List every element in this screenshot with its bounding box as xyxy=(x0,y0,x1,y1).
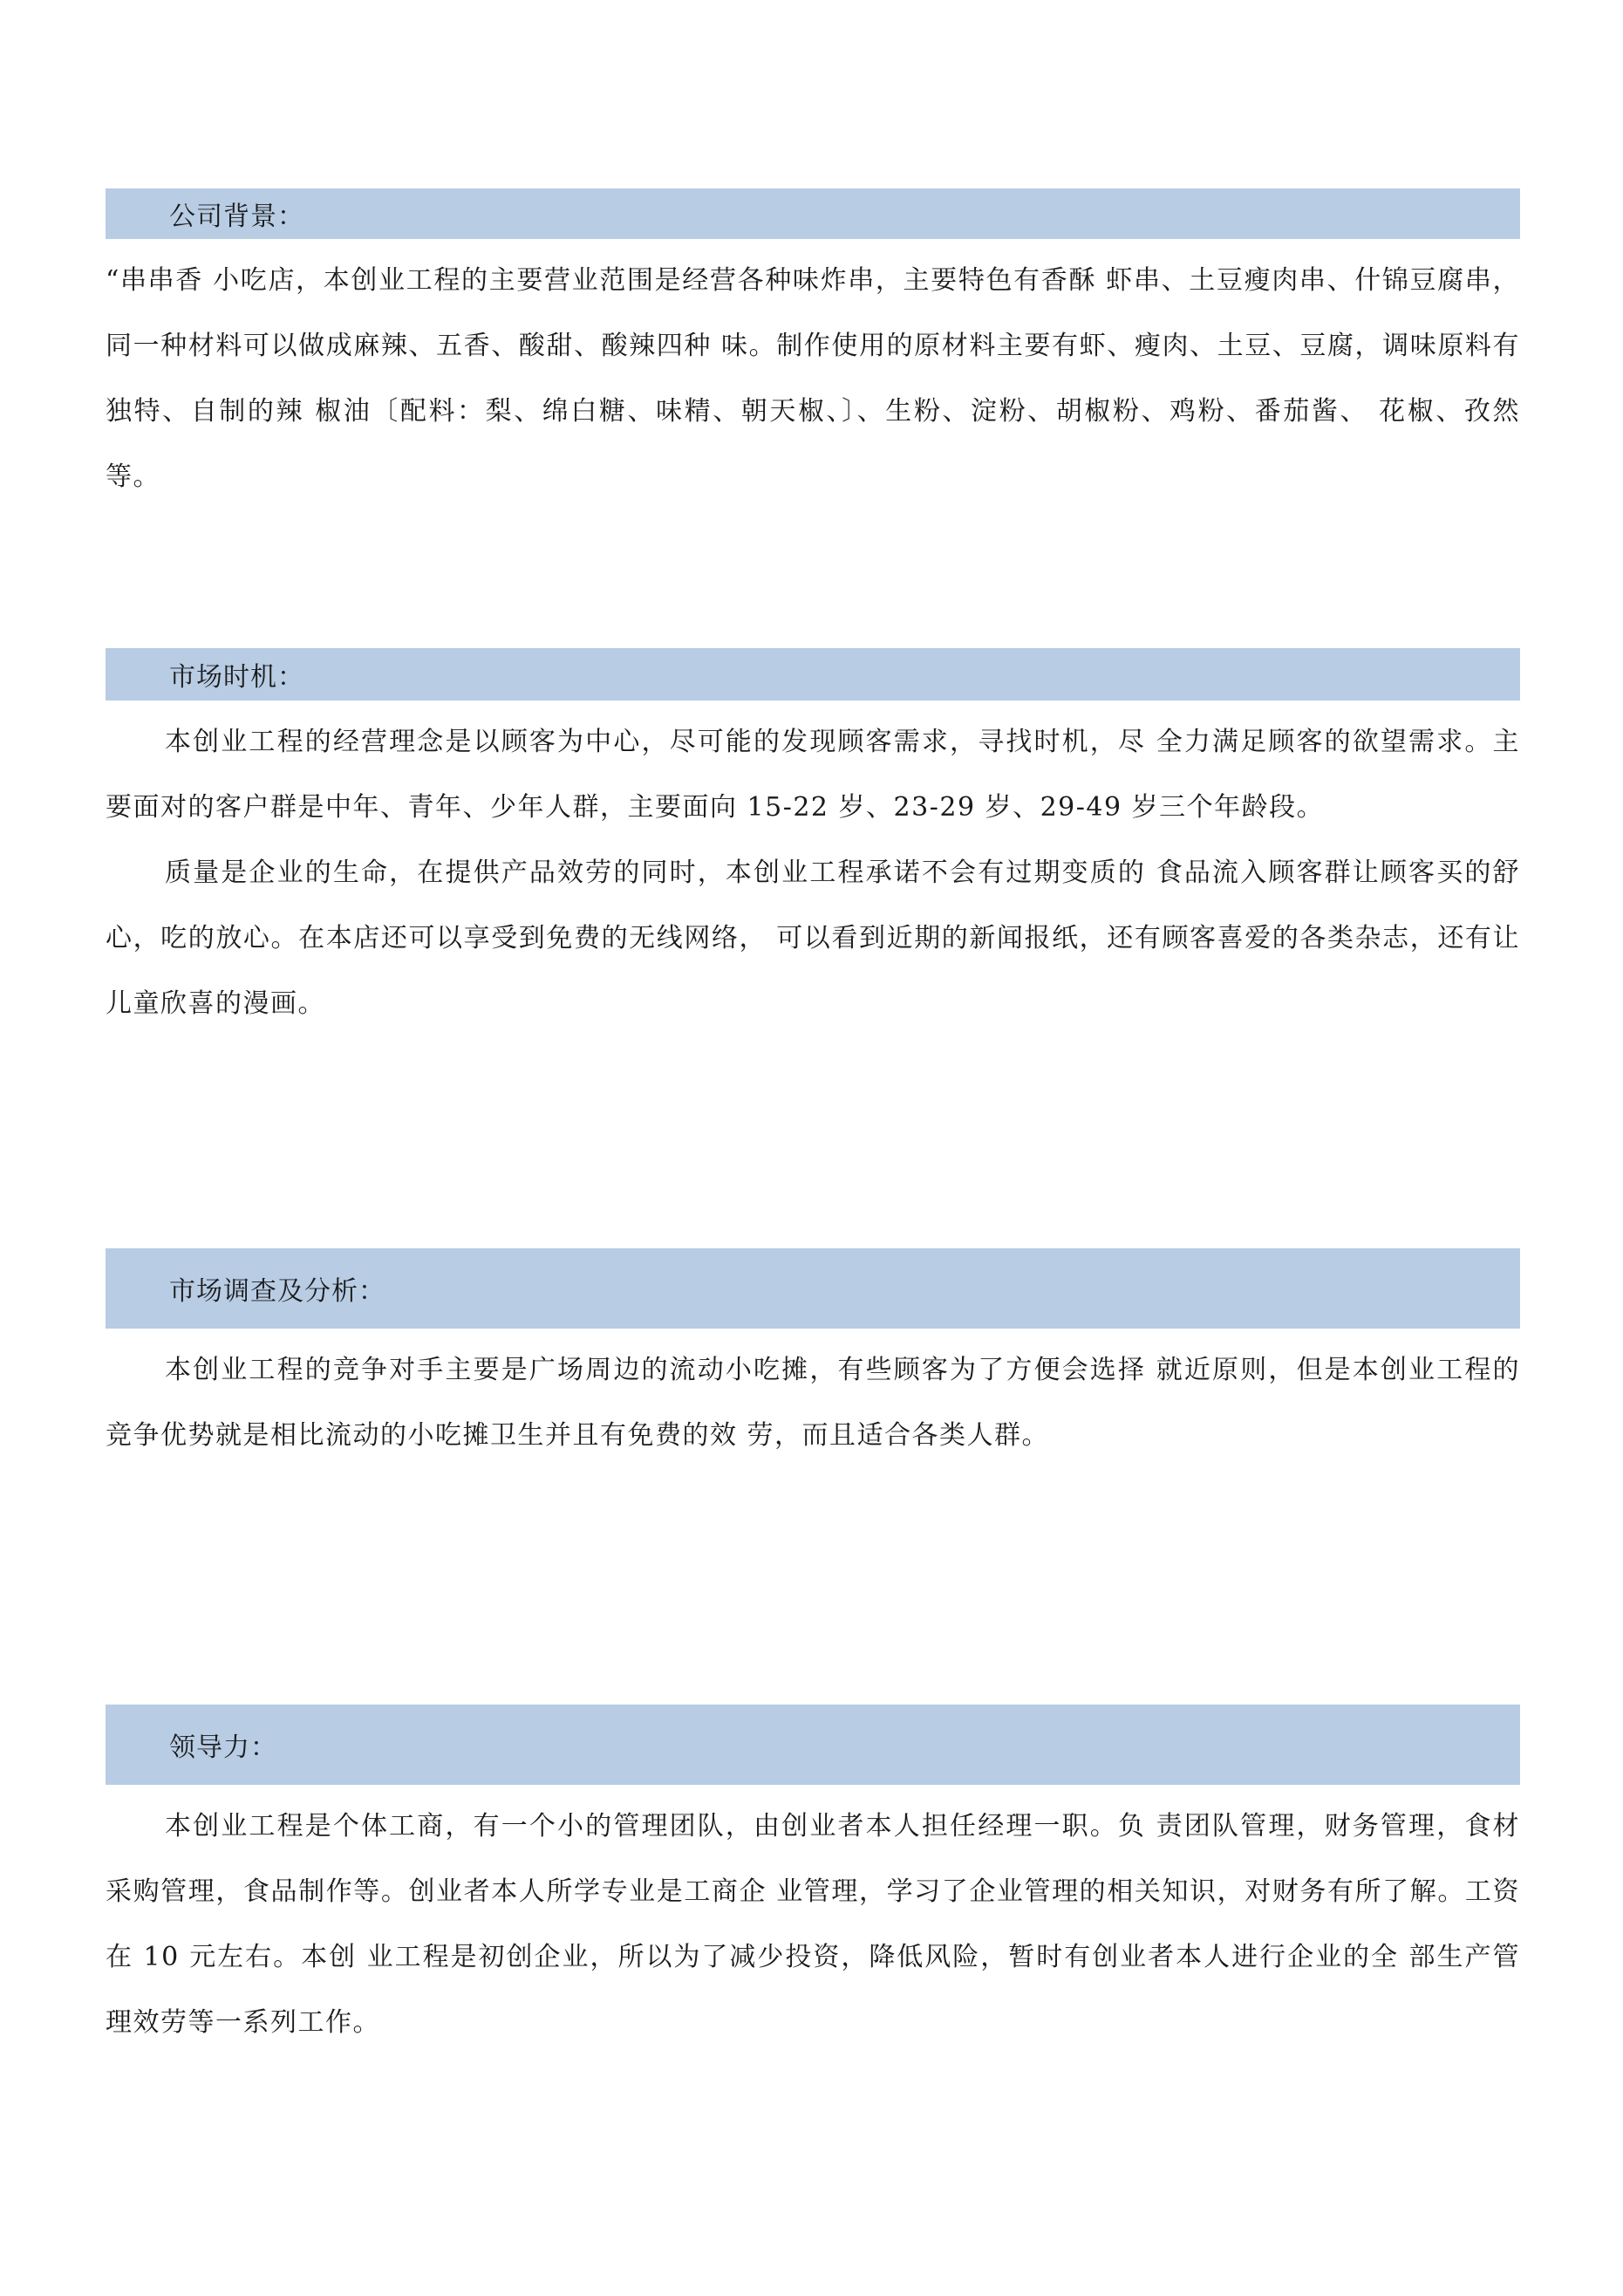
paragraph: 本创业工程是个体工商，有一个小的管理团队，由创业者本人担任经理一职。负 责团队管理，财务管理，食材采购管理，食品制作等。创业者本人所学专业是工商企 业管理，学习了企业管理的相关知识，对财务有所了解。工资在 10 元左右。本创 业工程是初创企业，所以为了减少投资，降低风险，暂时有创业者本人进行企业的全 部生产管理效劳等一系列工作。 xyxy=(106,1811,1520,2038)
section-heading xyxy=(106,188,1520,239)
paragraph: 本创业工程的经营理念是以顾客为中心，尽可能的发现顾客需求，寻找时机，尽 全力满足顾客的欲望需求。主要面对的客户群是中年、青年、少年人群，主要面向 15-22 岁、23-29 岁、29-49 岁三个年龄段。 xyxy=(106,727,1520,823)
section-heading-text: 市场时机： xyxy=(169,662,304,693)
section-heading xyxy=(106,648,1520,700)
section-market-survey xyxy=(106,1248,1520,1468)
section-heading-text: 市场调查及分析： xyxy=(169,1276,385,1307)
paragraph: “串串香 小吃店，本创业工程的主要营业范围是经营各种味炸串，主要特色有香酥 虾串、土豆瘦肉串、什锦豆腐串，同一种材料可以做成麻辣、五香、酸甜、酸辣四种 味。制作使用的原材料主要有虾、瘦肉、土豆、豆腐，调味原料有独特、自制的辣 椒油〔配料：梨、绵白糖、味精、朝天椒、〕、生粉、淀粉、胡椒粉、鸡粉、番茄酱、 花椒、孜然等。 xyxy=(106,265,1520,492)
section-heading xyxy=(106,1248,1520,1329)
section-heading xyxy=(106,1705,1520,1785)
section-market-opportunity xyxy=(106,648,1520,1036)
section-company-background xyxy=(106,188,1520,509)
paragraph: 本创业工程的竞争对手主要是广场周边的流动小吃摊，有些顾客为了方便会选择 就近原则，但是本创业工程的竞争优势就是相比流动的小吃摊卫生并且有免费的效 劳，而且适合各类人群。 xyxy=(106,1355,1520,1451)
paragraph: 质量是企业的生命，在提供产品效劳的同时，本创业工程承诺不会有过期变质的 食品流入顾客群让顾客买的舒心，吃的放心。在本店还可以享受到免费的无线网络， 可以看到近期的新闻报纸，还有顾客喜爱的各类杂志，还有让儿童欣喜的漫画。 xyxy=(106,858,1520,1019)
section-heading-text: 公司背景： xyxy=(169,202,304,232)
section-heading-text: 领导力： xyxy=(169,1732,277,1763)
section-leadership xyxy=(106,1705,1520,2055)
